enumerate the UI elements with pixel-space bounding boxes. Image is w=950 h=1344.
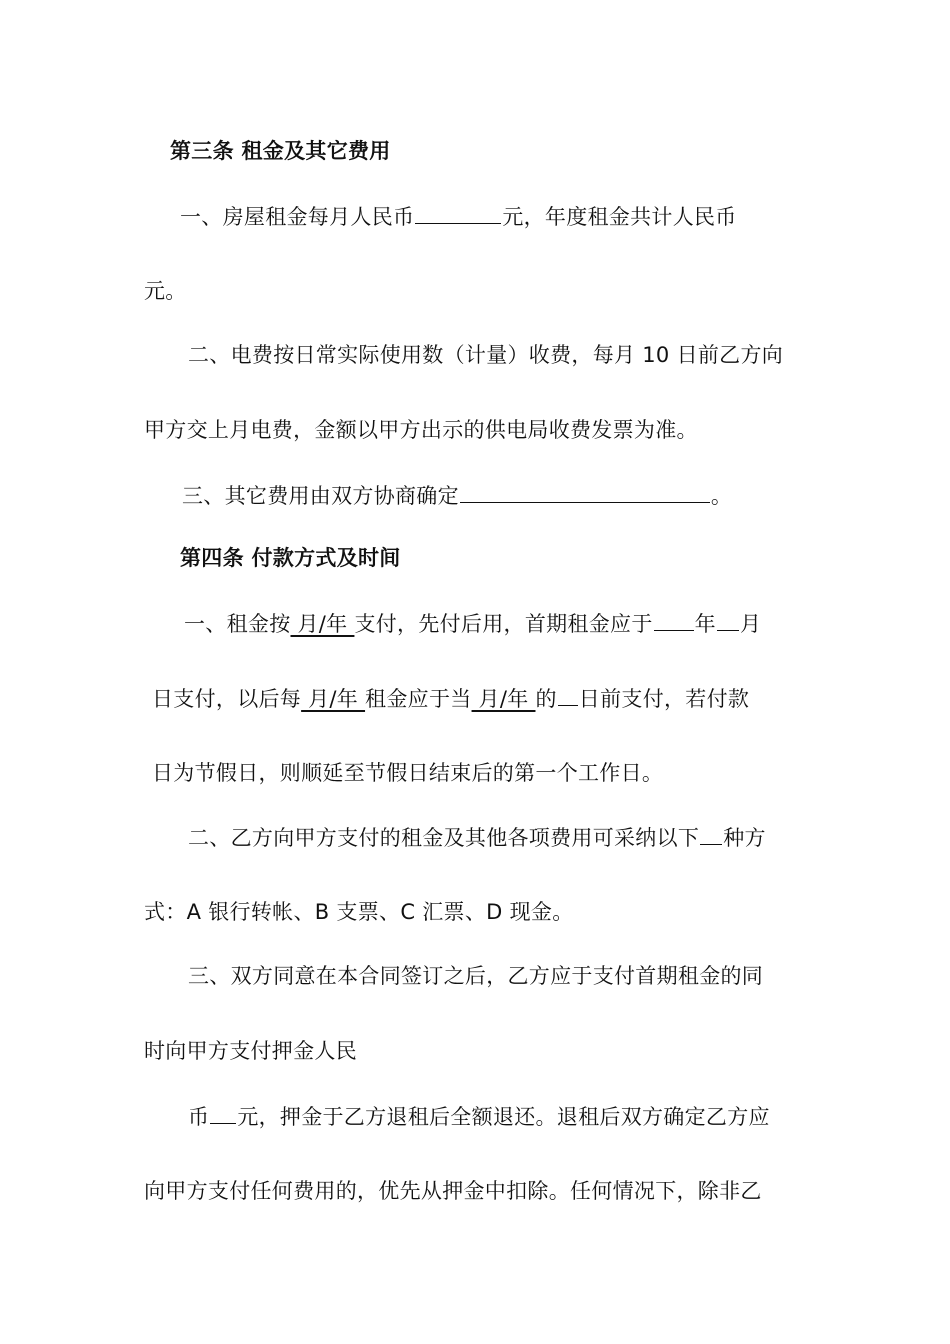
article-4-paragraph-1-line-2 <box>152 683 749 714</box>
text: 元，押金于乙方退租后全额退还。退租后双方确定乙方应 <box>237 1105 770 1129</box>
text: 支付，先付后用，首期租金应于 <box>354 612 653 636</box>
article-3-title <box>170 136 391 166</box>
text: 。 <box>710 484 733 508</box>
other-fees-blank <box>460 480 710 503</box>
text: 二、电费按日常实际使用数（计量）收费，每月 10 日前乙方向 <box>188 343 784 367</box>
article-4-title <box>180 543 401 573</box>
article-4-paragraph-2-line-1 <box>188 822 766 853</box>
text: 式：A 银行转帐、B 支票、C 汇票、D 现金。 <box>144 900 574 924</box>
text: 租金应于当 <box>365 687 472 711</box>
text: 二、乙方向甲方支付的租金及其他各项费用可采纳以下 <box>188 826 700 850</box>
article-3-paragraph-1-line-2 <box>144 276 187 306</box>
period-underlined: 月/年 <box>290 612 355 636</box>
day-blank <box>558 683 578 706</box>
text: 种方 <box>723 826 766 850</box>
text: 元。 <box>144 279 187 303</box>
article-3-paragraph-3 <box>182 480 732 511</box>
article-3-paragraph-2-line-2 <box>144 415 698 445</box>
article-3-paragraph-1-line-1 <box>180 201 737 232</box>
period-underlined: 月/年 <box>471 687 536 711</box>
article-4-paragraph-1-line-3 <box>152 758 663 788</box>
text: 日为节假日，则顺延至节假日结束后的第一个工作日。 <box>152 761 664 785</box>
article-4-paragraph-3-line-3 <box>188 1101 770 1132</box>
deposit-blank <box>210 1101 236 1124</box>
article-4-paragraph-1-line-1 <box>184 608 761 639</box>
monthly-rent-blank <box>415 201 501 224</box>
text: 时向甲方支付押金人民 <box>144 1039 357 1063</box>
text: 日前支付，若付款 <box>578 687 750 711</box>
article-4-paragraph-2-line-2 <box>144 897 574 927</box>
month-blank <box>717 608 739 631</box>
text: 的 <box>535 687 557 711</box>
period-underlined: 月/年 <box>301 687 366 711</box>
text: 三、其它费用由双方协商确定 <box>182 484 459 508</box>
text: 月 <box>739 612 762 636</box>
text: 一、房屋租金每月人民币 <box>180 205 415 229</box>
text: 三、双方同意在本合同签订之后，乙方应于支付首期租金的同 <box>188 964 764 988</box>
payment-count-blank <box>700 822 722 845</box>
text: 一、租金按 <box>184 612 291 636</box>
text: 甲方交上月电费，金额以甲方出示的供电局收费发票为准。 <box>144 418 698 442</box>
article-4-paragraph-3-line-1 <box>188 961 763 991</box>
article-3-paragraph-2-line-1 <box>188 340 783 370</box>
text: 日支付，以后每 <box>152 687 302 711</box>
article-4-paragraph-3-line-2 <box>144 1036 357 1066</box>
article-3-title-text: 第三条 租金及其它费用 <box>170 139 391 163</box>
text: 元，年度租金共计人民币 <box>502 205 737 229</box>
text: 向甲方支付任何费用的，优先从押金中扣除。任何情况下，除非乙 <box>144 1179 762 1203</box>
text: 币 <box>188 1105 210 1129</box>
article-4-title-text: 第四条 付款方式及时间 <box>180 546 401 570</box>
article-4-paragraph-3-line-4 <box>144 1176 762 1206</box>
year-blank <box>654 608 694 631</box>
text: 年 <box>694 612 716 636</box>
